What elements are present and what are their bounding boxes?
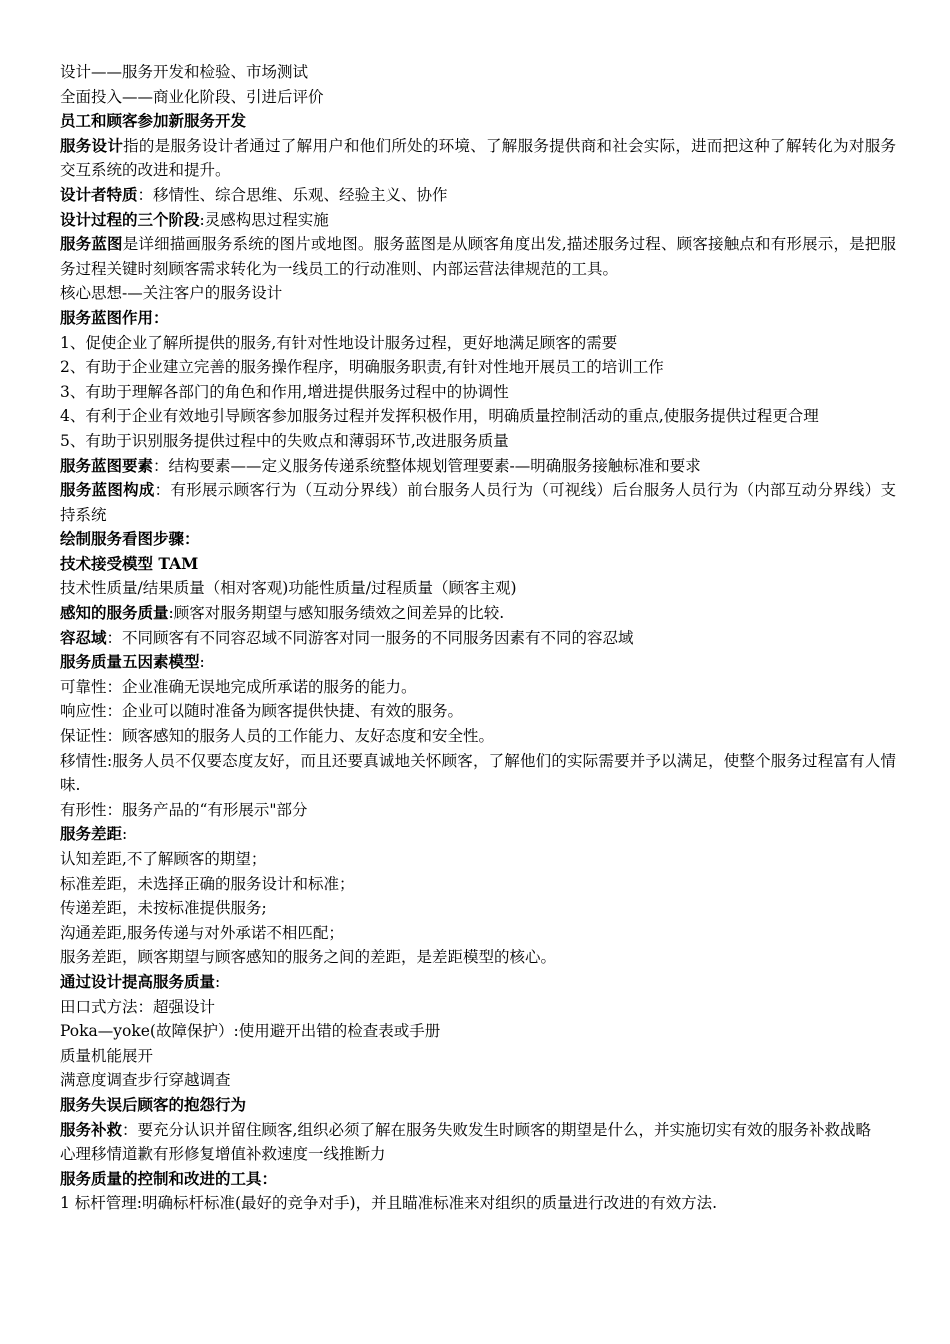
line-text: 1 标杆管理:明确标杆标准(最好的竞争对手)，并且瞄准标准来对组织的质量进行改进的有效方法. xyxy=(60,1194,718,1213)
text-line xyxy=(60,281,896,306)
line-text: 沟通差距,服务传递与对外承诺不相匹配； xyxy=(60,923,344,942)
text-line xyxy=(60,380,896,405)
line-text: : xyxy=(215,972,221,991)
bold-heading: 服务失误后顾客的抱怨行为 xyxy=(60,1094,247,1114)
line-text: 4、有利于企业有效地引导顾客参加服务过程并发挥积极作用，明确质量控制活动的重点,使服务提供过程更合理 xyxy=(60,407,819,426)
text-line xyxy=(60,1118,896,1143)
line-text: 质量机能展开 xyxy=(60,1046,154,1065)
text-line xyxy=(60,995,896,1020)
text-line xyxy=(60,1019,896,1044)
text-line xyxy=(60,650,896,675)
bold-heading: 服务补救 xyxy=(60,1119,123,1139)
line-text: 3、有助于理解各部门的角色和作用,增进提供服务过程中的协调性 xyxy=(60,382,509,401)
text-line xyxy=(60,404,896,429)
line-text: 指的是服务设计者通过了解用户和他们所处的环境、了解服务提供商和社会实际，进而把这种了解转化为对服务交互系统的改进和提升。 xyxy=(60,136,896,180)
text-line xyxy=(60,355,896,380)
text-line xyxy=(60,331,896,356)
line-text: 田口式方法：超强设计 xyxy=(60,997,216,1016)
bold-heading: 服务质量五因素模型 xyxy=(60,652,200,672)
line-text: 技术性质量/结果质量（相对客观)功能性质量/过程质量（顾客主观) xyxy=(60,579,517,598)
bold-heading: 设计过程的三个阶段 xyxy=(60,209,200,229)
line-text: ：要充分认识并留住顾客,组织必须了解在服务失败发生时顾客的期望是什么，并实施切实有效的服务补救战略 xyxy=(122,1120,871,1139)
line-text: 传递差距，未按标准提供服务; xyxy=(60,899,267,918)
text-line xyxy=(60,970,896,995)
line-text: 认知差距,不了解顾客的期望； xyxy=(60,850,267,868)
bold-heading: 员工和顾客参加新服务开发 xyxy=(60,111,247,131)
text-line xyxy=(60,1093,896,1118)
line-text: ：结构要素——定义服务传递系统整体规划管理要素-—明确服务接触标准和要求 xyxy=(153,456,701,475)
line-text: 可靠性：企业准确无误地完成所承诺的服务的能力。 xyxy=(60,677,417,696)
text-line xyxy=(60,478,896,527)
text-line xyxy=(60,60,896,85)
line-text: :灵感构思过程实施 xyxy=(199,210,329,229)
text-line xyxy=(60,306,896,331)
line-text: :顾客对服务期望与感知服务绩效之间差异的比较. xyxy=(168,604,505,623)
text-line xyxy=(60,822,896,847)
bold-heading: 服务蓝图作用： xyxy=(60,307,169,327)
line-text: 核心思想-—关注客户的服务设计 xyxy=(60,284,283,303)
bold-heading: 通过设计提高服务质量 xyxy=(60,971,216,991)
line-text: 1、促使企业了解所提供的服务,有针对性地设计服务过程，更好地满足顾客的需要 xyxy=(60,333,618,352)
line-text: ：不同顾客有不同容忍域不同游客对同一服务的不同服务因素有不同的容忍域 xyxy=(106,628,634,647)
bold-heading: 服务设计 xyxy=(60,135,124,155)
bold-heading: 设计者特质 xyxy=(60,184,138,204)
line-text: 服务差距，顾客期望与顾客感知的服务之间的差距，是差距模型的核心。 xyxy=(60,948,557,967)
text-line xyxy=(60,134,896,183)
text-line xyxy=(60,724,896,749)
line-text: ：移情性、综合思维、乐观、经验主义、协作 xyxy=(137,185,448,204)
line-text: 全面投入——商业化阶段、引进后评价 xyxy=(60,87,324,106)
line-text: ：有形展示顾客行为（互动分界线）前台服务人员行为（可视线）后台服务人员行为（内部互动分界线）支持系统 xyxy=(60,481,896,524)
line-text: 移情性:服务人员不仅要态度友好，而且还要真诚地关怀顾客，了解他们的实际需要并予以满足，使整个服务过程富有人情味. xyxy=(60,751,896,795)
text-line xyxy=(60,601,896,626)
text-line xyxy=(60,1191,896,1216)
text-line xyxy=(60,1044,896,1069)
text-line xyxy=(60,1167,896,1192)
line-text: 2、有助于企业建立完善的服务操作程序，明确服务职责,有针对性地开展员工的培训工作 xyxy=(60,358,664,377)
text-line xyxy=(60,85,896,110)
text-line xyxy=(60,527,896,552)
bold-heading: 服务质量的控制和改进的工具： xyxy=(60,1168,278,1188)
bold-heading: 服务差距 xyxy=(60,824,123,844)
text-line xyxy=(60,945,896,970)
text-line xyxy=(60,872,896,897)
line-text: 心理移情道歉有形修复增值补救速度一线推断力 xyxy=(60,1145,386,1164)
text-line xyxy=(60,798,896,823)
line-text: 有形性：服务产品的“有形展示"部分 xyxy=(60,800,308,819)
text-line xyxy=(60,429,896,454)
text-line xyxy=(60,1142,896,1167)
line-text: 标准差距，未选择正确的服务设计和标准； xyxy=(60,874,355,893)
line-text: : xyxy=(122,825,128,844)
text-line xyxy=(60,675,896,700)
line-text: 5、有助于识别服务提供过程中的失败点和薄弱环节,改进服务质量 xyxy=(60,431,509,450)
line-text: 设计——服务开发和检验、市场测试 xyxy=(60,63,309,81)
document-page xyxy=(60,60,896,1216)
text-line xyxy=(60,749,896,798)
line-text: 满意度调查步行穿越调查 xyxy=(60,1071,231,1090)
text-line xyxy=(60,109,896,134)
text-line xyxy=(60,454,896,479)
line-text: 保证性：顾客感知的服务人员的工作能力、友好态度和安全性。 xyxy=(60,727,495,746)
bold-heading: 感知的服务质量 xyxy=(60,603,169,623)
text-line xyxy=(60,896,896,921)
text-line xyxy=(60,626,896,651)
text-line xyxy=(60,699,896,724)
text-line xyxy=(60,1068,896,1093)
bold-heading: 绘制服务看图步骤： xyxy=(60,529,200,549)
text-line xyxy=(60,552,896,577)
bold-heading: 服务蓝图要素 xyxy=(60,455,154,475)
text-line xyxy=(60,921,896,946)
text-line xyxy=(60,183,896,208)
text-line xyxy=(60,232,896,281)
line-text: : xyxy=(199,653,205,672)
bold-heading: 技术接受模型 TAM xyxy=(60,553,199,573)
bold-heading: 服务蓝图构成 xyxy=(60,480,155,500)
line-text: 是详细描画服务系统的图片或地图。服务蓝图是从顾客角度出发,描述服务过程、顾客接触点和有形展示，是把服务过程关键时刻顾客需求转化为一线员工的行动准则、内部运营法律规范的工具。 xyxy=(60,235,896,278)
text-line xyxy=(60,208,896,233)
text-line xyxy=(60,847,896,872)
bold-heading: 服务蓝图 xyxy=(60,234,123,254)
line-text: 响应性：企业可以随时准备为顾客提供快捷、有效的服务。 xyxy=(60,702,464,721)
line-text: Poka—yoke(故障保护）:使用避开出错的检查表或手册 xyxy=(60,1022,441,1041)
text-line xyxy=(60,576,896,601)
bold-heading: 容忍域 xyxy=(60,627,107,647)
